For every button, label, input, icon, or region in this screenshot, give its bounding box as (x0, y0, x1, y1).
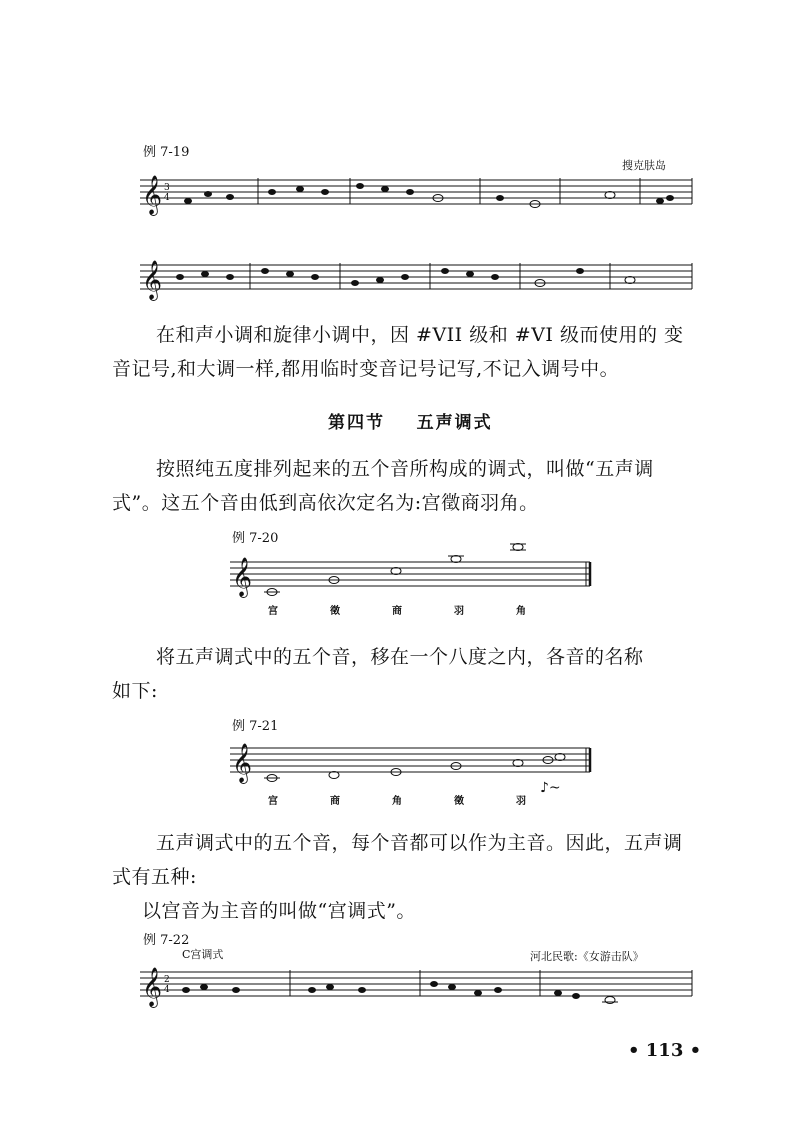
ex-7-20-syllable-yu: 羽 (454, 606, 464, 617)
ex-7-21-syllable-gong: 宫 (268, 796, 278, 807)
example-7-19-label: 例 7-19 (143, 145, 190, 160)
paragraph-1-line-1: 在和声小调和旋律小调中，因 #VII 级和 #VI 级而使用的 变 (156, 324, 684, 346)
svg-text:4: 4 (164, 985, 170, 995)
paragraph-4-line-1: 五声调式中的五个音，每个音都可以作为主音。因此，五声调 (156, 832, 683, 854)
paragraph-3-line-2: 如下: (112, 680, 158, 702)
paragraph-5-line-1: 以宫音为主音的叫做“宫调式”。 (142, 900, 416, 922)
example-7-22-mode: C宫调式 (182, 948, 224, 961)
svg-text:𝄞: 𝄞 (232, 743, 253, 783)
example-7-19-source: 搜克肤岛 (622, 159, 666, 172)
example-7-20-label: 例 7-20 (232, 531, 279, 546)
ex-7-20-syllable-jue: 角 (516, 606, 526, 617)
example-7-22-label: 例 7-22 (143, 933, 190, 948)
paragraph-4-line-2: 式有五种: (112, 866, 197, 888)
example-7-21-label: 例 7-21 (232, 719, 279, 734)
svg-text:𝄞: 𝄞 (142, 967, 163, 1007)
ex-7-20-syllable-shang: 商 (392, 606, 402, 617)
staff-7-22 (140, 962, 700, 1012)
paragraph-2-line-2: 式”。这五个音由低到高依次定名为:宫徵商羽角。 (112, 492, 539, 514)
octave-return-mark: ♪~ (540, 780, 561, 796)
staff-7-20 (230, 548, 600, 608)
ex-7-21-syllable-yu: 羽 (516, 796, 526, 807)
example-7-22-source: 河北民歌:《女游击队》 (530, 950, 644, 963)
ex-7-21-syllable-jue: 角 (392, 796, 402, 807)
section-heading: 第四节 五声调式 (328, 413, 493, 433)
svg-text:𝄞: 𝄞 (232, 557, 253, 597)
paragraph-2-line-1: 按照纯五度排列起来的五个音所构成的调式，叫做“五声调 (156, 458, 654, 480)
ex-7-21-syllable-zhi: 徵 (454, 796, 464, 807)
svg-text:4: 4 (164, 193, 170, 203)
paragraph-1-line-2: 音记号,和大调一样,都用临时变音记号记写,不记入调号中。 (112, 358, 620, 380)
svg-text:2: 2 (164, 975, 170, 985)
svg-text:𝄞: 𝄞 (142, 260, 163, 300)
treble-clef-icon: 𝄞 (142, 175, 163, 215)
ex-7-20-syllable-zhi: 徵 (330, 606, 340, 617)
page-number: • 113 • (628, 1040, 702, 1061)
ex-7-21-syllable-shang: 商 (330, 796, 340, 807)
svg-text:3: 3 (164, 183, 170, 193)
ex-7-20-syllable-gong: 宫 (268, 606, 278, 617)
staff-7-19-line1 (140, 170, 700, 220)
staff-7-19-line2 (140, 255, 700, 305)
paragraph-3-line-1: 将五声调式中的五个音，移在一个八度之内，各音的名称 (156, 646, 644, 668)
